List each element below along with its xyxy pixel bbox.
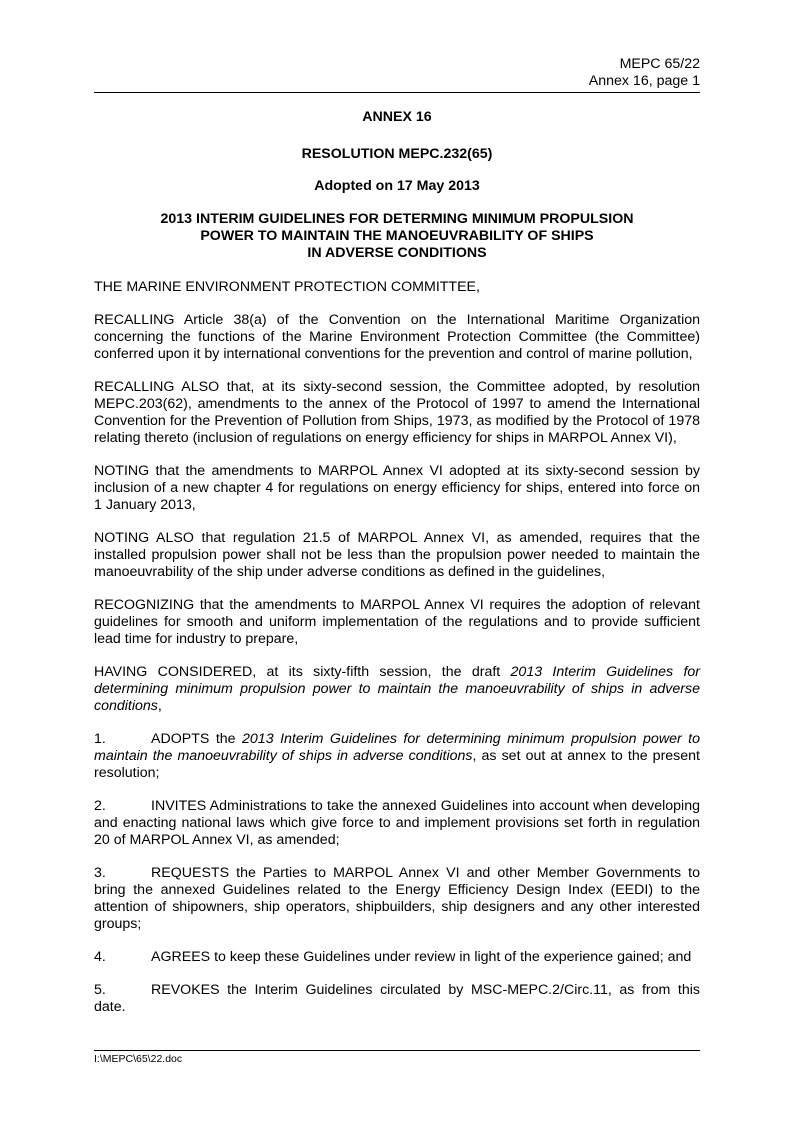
operative-paragraph-5: 5. REVOKES the Interim Guidelines circulated by MSC-MEPC.2/Circ.11, as from this date. <box>94 982 700 1015</box>
title-line-1: 2013 INTERIM GUIDELINES FOR DETERMING MINIMUM PROPULSION <box>160 211 634 227</box>
operative-paragraph-1: 1. ADOPTS the 2013 Interim Guidelines for determining minimum propulsion power to maintain the manoeuvrability of ships in adverse conditions, as set out at annex to the present resolution; <box>94 731 700 781</box>
recognizing-paragraph: RECOGNIZING that the amendments to MARPOL Annex VI requires the adoption of relevant guidelines for smooth and uniform implementation of the regulations and to provide sufficient lead time for industry to prepare, <box>94 597 700 647</box>
committee-line: THE MARINE ENVIRONMENT PROTECTION COMMITTEE, <box>94 279 480 295</box>
header-divider <box>94 92 700 93</box>
footer-divider <box>94 1050 700 1051</box>
noting-paragraph: NOTING that the amendments to MARPOL Annex VI adopted at its sixty-second session by inclusion of a new chapter 4 for regulations on energy efficiency for ships, entered into force on 1 January 2013, <box>94 463 700 513</box>
resolution-heading: RESOLUTION MEPC.232(65) <box>301 146 493 162</box>
title-line-2: POWER TO MAINTAIN THE MANOEUVRABILITY OF SHIPS <box>200 228 594 244</box>
operative-paragraph-4: 4. AGREES to keep these Guidelines under review in light of the experience gained; and <box>94 949 692 965</box>
noting-also-paragraph: NOTING ALSO that regulation 21.5 of MARPOL Annex VI, as amended, requires that the installed propulsion power shall not be less than the propulsion power needed to maintain the manoeuvrability of the ship under adverse conditions as defined in the guidelines, <box>94 530 700 580</box>
page-reference: Annex 16, page 1 <box>588 73 700 89</box>
paragraph-number: 3. <box>94 865 106 881</box>
recalling-paragraph: RECALLING Article 38(a) of the Convention on the International Maritime Organization concerning the functions of the Marine Environment Protection Committee (the Committee) conferred upon it by international conventions for the prevention and control of marine pollution, <box>94 312 700 362</box>
guidelines-title: 2013 Interim Guidelines for determining minimum propulsion power to maintain the manoeuvrability of ships in adverse conditions <box>94 731 700 764</box>
document-page <box>94 0 700 1122</box>
draft-guidelines-title: 2013 Interim Guidelines for determining minimum propulsion power to maintain the manoeuvrability of ships in adverse conditions <box>94 664 701 714</box>
annex-heading: ANNEX 16 <box>362 109 432 125</box>
footer-file-path: I:\MEPC\65\22.doc <box>94 1053 183 1065</box>
recalling-also-paragraph: RECALLING ALSO that, at its sixty-second session, the Committee adopted, by resolution MEPC.203(62), amendments to the annex of the Protocol of 1997 to amend the International Convention for the Prevention of Pollution from Ships, 1973, as modified by the Protocol of 1978 relating thereto (inclusion of regulations on energy efficiency for ships in MARPOL Annex VI), <box>94 379 700 446</box>
paragraph-number: 2. <box>94 798 106 814</box>
operative-paragraph-3: 3. REQUESTS the Parties to MARPOL Annex VI and other Member Governments to bring the annexed Guidelines related to the Energy Efficiency Design Index (EEDI) to the attention of shipowners, ship operators, shipbuilders, ship designers and any other interested groups; <box>94 865 700 932</box>
paragraph-number: 5. <box>94 982 106 998</box>
paragraph-number: 1. <box>94 731 106 747</box>
having-considered-paragraph: HAVING CONSIDERED, at its sixty-fifth session, the draft 2013 Interim Guidelines for determining minimum propulsion power to maintain the manoeuvrability of ships in adverse conditions, <box>94 664 701 714</box>
resolution-body <box>94 279 700 1032</box>
paragraph-number: 4. <box>94 949 106 965</box>
title-line-3: IN ADVERSE CONDITIONS <box>307 245 487 261</box>
adoption-date: Adopted on 17 May 2013 <box>314 178 480 194</box>
operative-paragraph-2: 2. INVITES Administrations to take the annexed Guidelines into account when developing and enacting national laws which give force to and implement provisions set forth in regulation 20 of MARPOL Annex VI, as amended; <box>94 798 700 848</box>
page-header <box>589 56 700 90</box>
document-number: MEPC 65/22 <box>619 56 700 72</box>
document-title <box>94 211 700 262</box>
